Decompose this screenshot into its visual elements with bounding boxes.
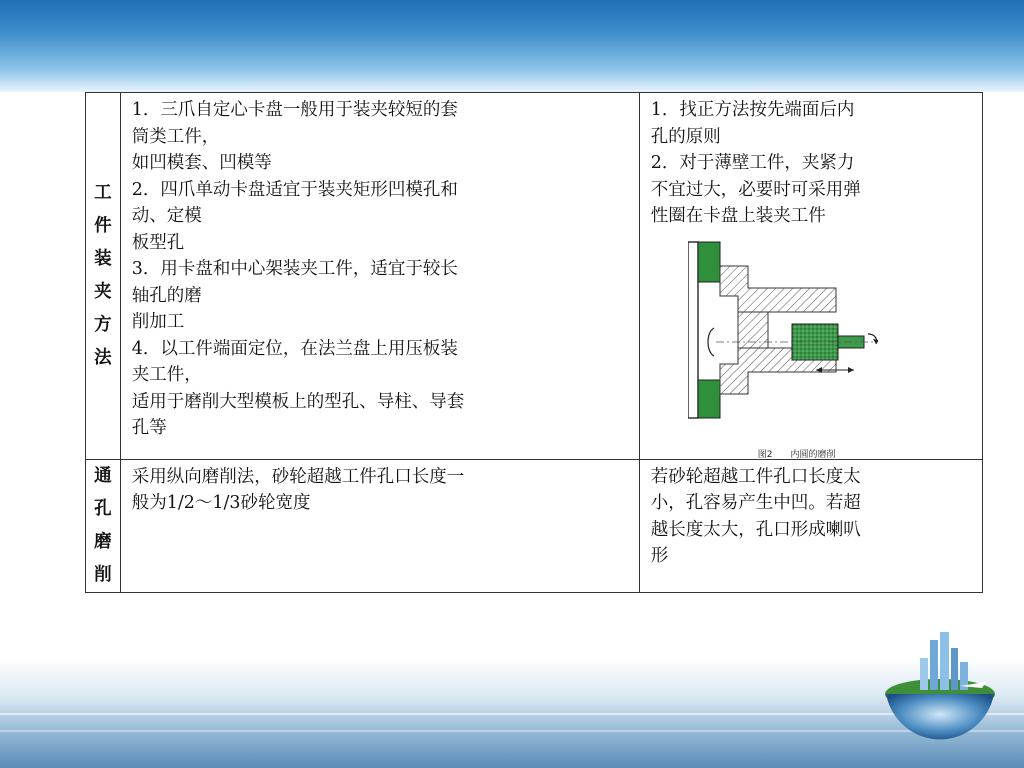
table-row-clamping <box>86 93 983 460</box>
text-line: 越长度太大，孔口形成喇叭 <box>650 519 861 540</box>
globe-city-decoration <box>882 628 1000 754</box>
text-line: 适用于磨削大型模板上的型孔、导柱、导套 <box>131 391 465 412</box>
table-row-through-hole <box>86 459 983 592</box>
through-hole-method-cell <box>120 459 639 592</box>
row-heading-text: 工件装夹方法 <box>94 182 112 368</box>
text-line: 夹工件， <box>131 365 202 385</box>
header-gradient-band <box>0 0 1024 92</box>
footer-water-band <box>0 658 1024 768</box>
grinding-methods-table <box>85 92 983 593</box>
internal-grinding-figure <box>688 240 878 460</box>
text-line: 削加工 <box>131 312 185 332</box>
text-line: 筒类工件， <box>131 126 220 147</box>
through-hole-notes-cell <box>639 459 982 592</box>
row-heading-text: 通孔磨削 <box>94 465 112 585</box>
text-line: 若砂轮超越工件孔口长度太 <box>650 466 861 487</box>
text-line: 孔等 <box>131 418 167 438</box>
figure-caption: 图2 内圆的磨削 <box>757 449 836 460</box>
water-wave-line <box>0 713 1024 715</box>
text-line: 不宜过大，必要时可采用弹 <box>650 179 861 200</box>
clamping-notes-cell <box>639 93 982 460</box>
internal-grinding-diagram <box>688 240 878 440</box>
text-line: 形 <box>650 546 669 566</box>
text-line: 3．用卡盘和中心架装夹工件，适宜于较长 <box>131 259 458 279</box>
text-line: 孔的原则 <box>650 126 721 147</box>
text-line: 性圈在卡盘上装夹工件 <box>650 206 826 226</box>
text-line: 般为1/2～1/3砂轮宽度 <box>131 493 311 513</box>
text-line: 动、定模 <box>131 206 202 226</box>
text-line: 2．四爪单动卡盘适宜于装夹矩形凹模孔和 <box>131 179 458 200</box>
text-line: 小，孔容易产生中凹。若超 <box>650 493 861 513</box>
text-line: 1．找正方法按先端面后内 <box>650 100 855 120</box>
row-heading-through-hole <box>86 459 121 592</box>
text-line: 1．三爪自定心卡盘一般用于装夹较短的套 <box>131 100 458 120</box>
clamping-methods-cell <box>120 93 639 460</box>
text-line: 2．对于薄壁工件，夹紧力 <box>650 153 855 173</box>
text-line: 4．以工件端面定位，在法兰盘上用压板装 <box>131 338 458 359</box>
text-line: 轴孔的磨 <box>131 285 202 306</box>
text-line: 采用纵向磨削法，砂轮超越工件孔口长度一 <box>131 466 465 487</box>
text-line: 如凹模套、凹模等 <box>131 153 272 173</box>
text-line: 板型孔 <box>131 232 185 253</box>
water-wave-line <box>0 730 1024 732</box>
row-heading-clamping <box>86 93 121 460</box>
